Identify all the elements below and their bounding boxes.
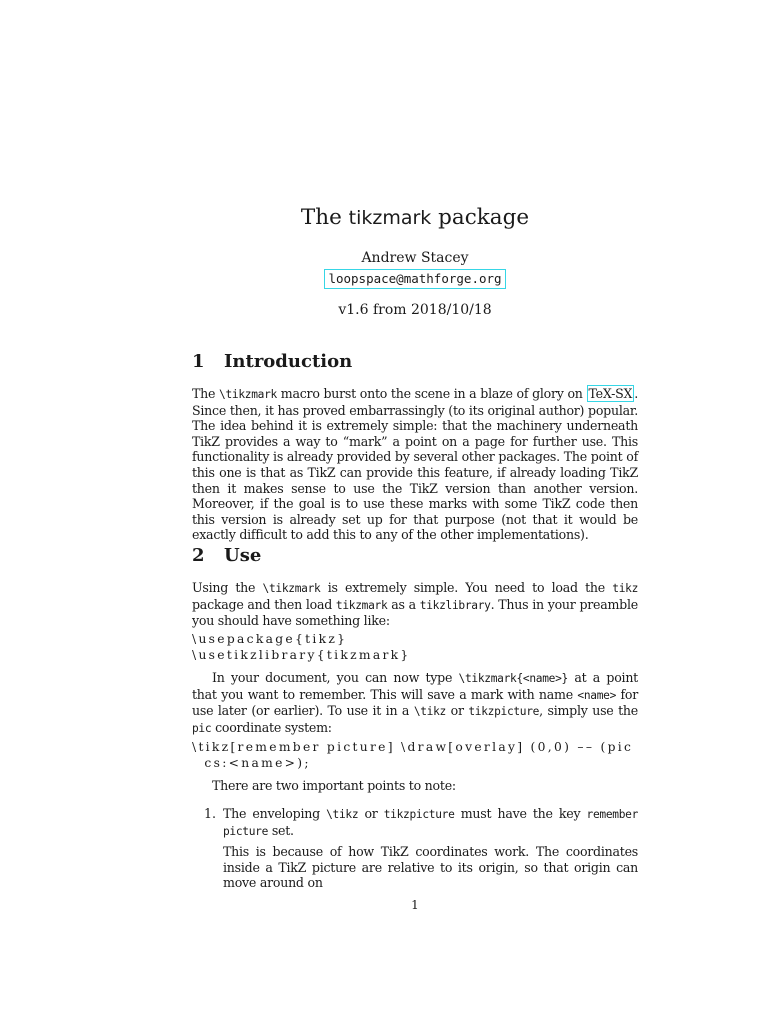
author-email-link[interactable]: loopspace@mathforge.org	[324, 269, 505, 289]
text-run: as a	[387, 596, 420, 612]
code-inline: tikzmark	[335, 598, 388, 612]
text-run: or	[446, 703, 469, 719]
code-line: cs:<name>);	[192, 755, 311, 770]
list-item-text	[223, 806, 638, 839]
text-run: The	[192, 386, 220, 401]
text-run: , simply use the	[539, 703, 638, 719]
document-title	[192, 203, 638, 233]
code-line: \tikz[remember picture] \draw[overlay] (0,0) –– (pic	[192, 740, 634, 754]
use-paragraph-3: There are two important points to note:	[212, 778, 456, 793]
code-line: \usepackage{tikz}	[192, 632, 348, 646]
section-heading-use	[192, 544, 638, 568]
tex-sx-link[interactable]: TeX-SX	[588, 386, 633, 401]
intro-paragraph	[192, 386, 638, 543]
section-number: 1	[192, 351, 205, 372]
text-run: . Since then, it has proved embarrassingly (to its original author) popular. The idea behind it is extremely simple: that the machinery underneath TikZ provides a way to “mark” a point on a page for further use. This functionality is already provided by several other packages. The point of this one is that as TikZ can provide this feature, if already loading TikZ then it makes sense to use the TikZ version than another version. Moreover, if the goal is to use these marks with some TikZ code then this version is already set up for that purpose (not that it would be exactly difficult to add this to any of the other implementations).	[192, 386, 639, 543]
text-run: set.	[268, 822, 294, 838]
code-inline: \tikzmark{<name>}	[458, 672, 568, 685]
version-date: v1.6 from 2018/10/18	[338, 302, 492, 318]
section-heading-introduction	[192, 350, 638, 374]
code-block-preamble	[192, 632, 638, 663]
code-inline: \tikz	[413, 705, 446, 719]
code-inline: tikzpicture	[383, 808, 455, 821]
page-number: 1	[411, 898, 419, 912]
text-run: or	[358, 806, 384, 821]
package-name: tikzmark	[348, 207, 432, 229]
title-prefix: The	[300, 205, 349, 230]
section-title: Use	[224, 545, 262, 566]
text-run: . Thus in your preamble you should have something like:	[192, 596, 638, 629]
section-number: 2	[192, 545, 205, 566]
list-item-number: 1.	[204, 806, 217, 821]
author-name: Andrew Stacey	[361, 250, 469, 266]
use-paragraph-1	[192, 580, 638, 629]
text-run: package and then load	[192, 596, 336, 612]
code-inline: pic	[192, 721, 212, 735]
text-run: is extremely simple. You need to load the	[320, 580, 613, 595]
code-inline: \tikzmark	[262, 582, 321, 595]
text-run: The enveloping	[223, 806, 327, 821]
title-block	[192, 203, 638, 319]
section-title: Introduction	[224, 351, 353, 372]
code-inline: \tikzmark	[219, 388, 277, 401]
code-inline: remember picture	[223, 808, 638, 838]
list-item-body	[223, 806, 638, 891]
code-inline: tikzlibrary	[419, 598, 491, 612]
text-run: must have the key	[454, 806, 587, 821]
text-run: macro burst onto the scene in a blaze of glory on	[276, 386, 587, 401]
text-run: coordinate system:	[211, 719, 332, 735]
code-inline: tikz	[612, 582, 639, 595]
text-run: Using the	[192, 580, 263, 595]
title-suffix: package	[431, 205, 530, 230]
use-paragraph-2	[192, 670, 638, 736]
code-inline: \tikz	[326, 808, 359, 821]
code-line: \usetikzlibrary{tikzmark}	[192, 647, 411, 662]
text-run: for use later (or earlier). To use it in a	[192, 686, 638, 719]
text-run: at a point that you want to remember. This will save a mark with name	[192, 670, 638, 702]
text-run: In your document, you can now type	[212, 670, 459, 685]
important-points-list	[204, 806, 638, 891]
code-inline: <name>	[577, 688, 617, 702]
code-inline: tikzpicture	[468, 705, 540, 719]
list-item-explanation: This is because of how TikZ coordinates work. The coordinates inside a TikZ picture are relative to its origin, so that origin can move around on	[223, 844, 638, 891]
list-item	[204, 806, 638, 891]
code-block-usage	[192, 740, 638, 771]
